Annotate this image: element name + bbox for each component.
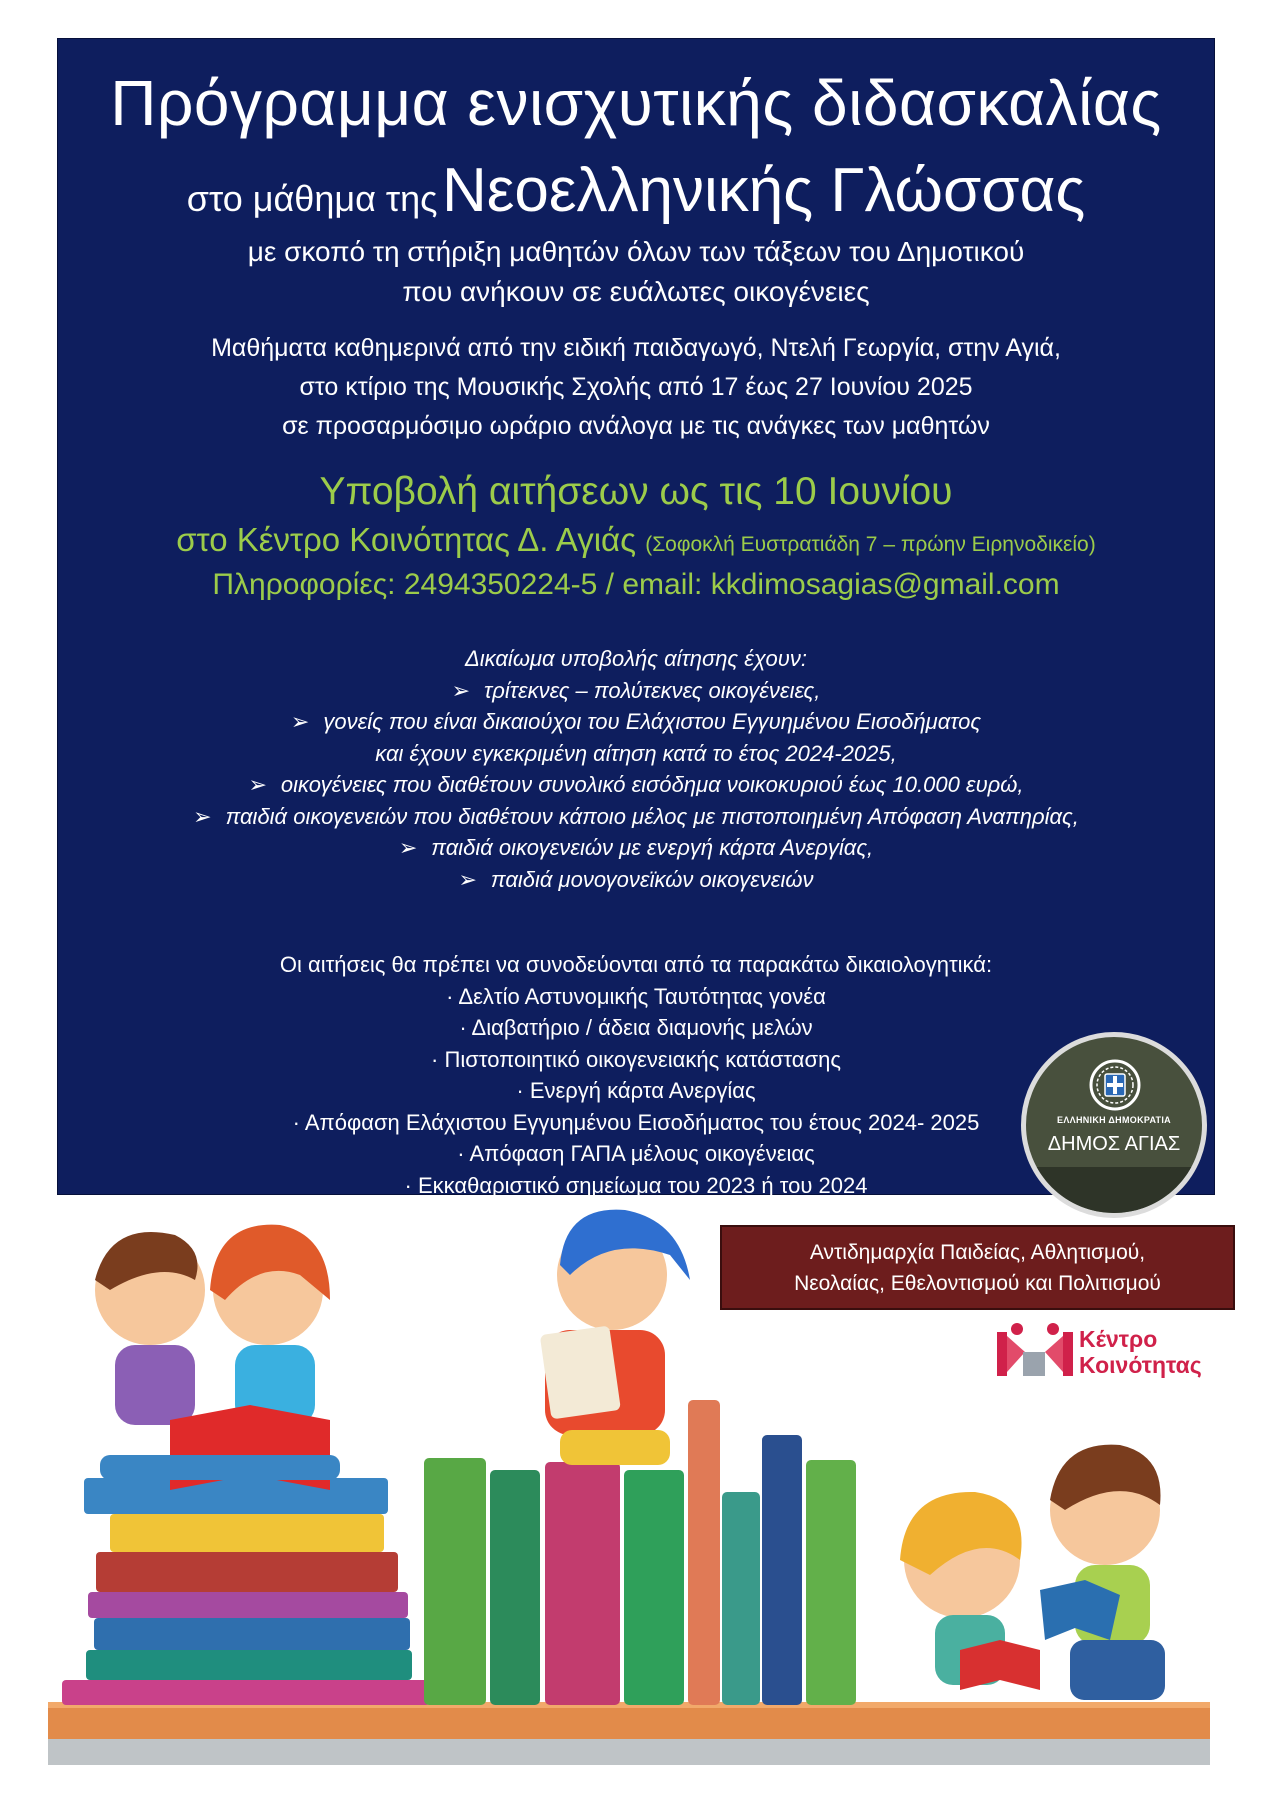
purpose-line-1: με σκοπό τη στήριξη μαθητών όλων των τάξεων του Δημοτικού: [247, 236, 1025, 267]
standing-book: [722, 1492, 760, 1705]
schedule-line-2: στο κτίριο της Μουσικής Σχολής από 17 έως 27 Ιουνίου 2025: [299, 373, 973, 401]
standing-book: [490, 1470, 540, 1705]
standing-book: [688, 1400, 720, 1705]
poster-title: Πρόγραμμα ενισχυτικής διδασκαλίας: [110, 67, 1162, 139]
arrow-bullet-icon: ➢: [290, 709, 310, 734]
documents-heading: Οι αιτήσεις θα πρέπει να συνοδεύονται από τα παρακάτω δικαιολογητικά:: [279, 952, 993, 977]
eligibility-item: ➢ τρίτεκνες – πολύτεκνες οικογένειες,: [451, 677, 821, 703]
greek-emblem-icon: [1089, 1059, 1141, 1111]
arrow-bullet-icon: ➢: [398, 835, 418, 860]
children-legs: [100, 1455, 340, 1480]
reading-boy-pants: [1070, 1640, 1165, 1700]
stacked-book: [96, 1552, 398, 1592]
document-item: · Διαβατήριο / άδεια διαμονής μελών: [459, 1015, 813, 1040]
application-address: (Σοφοκλή Ευστρατιάδη 7 – πρώην Ειρηνοδικείο): [645, 533, 1096, 556]
purpose-line-2: που ανήκουν σε ευάλωτες οικογένειες: [402, 276, 870, 307]
arrow-bullet-icon: ➢: [248, 772, 267, 797]
stacked-book: [110, 1514, 384, 1552]
arrow-bullet-icon: ➢: [458, 866, 477, 892]
shelf-base: [48, 1739, 1210, 1765]
arrow-bullet-icon: ➢: [193, 803, 212, 829]
stacked-book: [88, 1592, 408, 1618]
info-panel: [57, 38, 1215, 1198]
stacked-book: [94, 1618, 410, 1650]
eligibility-item: ➢ παιδιά οικογενειών με ενεργή κάρτα Ανεργίας,: [398, 835, 874, 860]
boy-shirt: [115, 1345, 195, 1425]
schedule-line-3: σε προσαρμόσιμο ωράριο ανάλογα με τις ανάγκες των μαθητών: [282, 412, 990, 440]
document-item: · Εκκαθαριστικό σημείωμα του 2023 ή του 2024: [404, 1172, 868, 1198]
eligibility-item: ➢ παιδιά οικογενειών που διαθέτουν κάποιο μέλος με πιστοποιημένη Απόφαση Αναπηρίας,: [193, 803, 1079, 829]
red-book: [960, 1640, 1040, 1690]
cap-boy-shorts: [560, 1430, 670, 1465]
standing-book: [424, 1458, 486, 1705]
document-item: · Απόφαση Ελάχιστου Εγγυημένου Εισοδήματος του έτους 2024- 2025: [292, 1109, 980, 1135]
children-books-illustration: [0, 1195, 1273, 1800]
contact-info: Πληροφορίες: 2494350224-5 / email: kkdimosagias@gmail.com: [212, 568, 1060, 601]
community-center-name: Κέντρο Κοινότητας: [1079, 1326, 1202, 1378]
document-item: · Ενεργή κάρτα Ανεργίας: [516, 1078, 756, 1103]
eligibility-item: ➢ παιδιά μονογονεϊκών οικογενειών: [458, 866, 814, 892]
eligibility-item-continuation: και έχουν εγκεκριμένη αίτηση κατά το έτος 2024-2025,: [375, 740, 897, 766]
application-deadline: Υποβολή αιτήσεων ως τις 10 Ιουνίου: [319, 470, 953, 513]
stacked-book: [62, 1680, 430, 1705]
department-line-2: Νεολαίας, Εθελοντισμού και Πολιτισμού: [794, 1272, 1161, 1295]
arrow-bullet-icon: ➢: [451, 677, 471, 703]
eligibility-section: [58, 643, 1214, 895]
shelf-plank: [48, 1705, 1210, 1739]
eligibility-item: ➢ οικογένειες που διαθέτουν συνολικό εισόδημα νοικοκυριού έως 10.000 ευρώ,: [248, 772, 1024, 797]
standing-book: [545, 1462, 620, 1705]
standing-book: [806, 1460, 856, 1705]
department-line-1: Αντιδημαρχία Παιδείας, Αθλητισμού,: [809, 1241, 1146, 1264]
schedule-text: [58, 329, 1214, 446]
schedule-line-1: Μαθήματα καθημερινά από την ειδική παιδαγωγό, Ντελή Γεωργία, στην Αγιά,: [211, 334, 1061, 362]
subtitle-prefix: στο μάθημα της: [186, 178, 438, 219]
purpose-text: [58, 232, 1214, 312]
subtitle-main: Νεοελληνικής Γλώσσας: [441, 156, 1086, 225]
document-item: · Πιστοποιητικό οικογενειακής κατάστασης: [431, 1046, 841, 1072]
document-item: · Απόφαση ΓΑΠΑ μέλους οικογένειας: [457, 1141, 815, 1166]
municipality-seal: [1021, 1032, 1207, 1218]
eligibility-heading: Δικαίωμα υποβολής αίτησης έχουν:: [465, 646, 807, 671]
standing-book: [624, 1470, 684, 1705]
stacked-book: [84, 1478, 388, 1514]
document-item: · Δελτίο Αστυνομικής Ταυτότητας γονέα: [446, 983, 826, 1009]
stacked-book: [86, 1650, 412, 1680]
standing-book: [762, 1435, 802, 1705]
seal-municipality-name: ΔΗΜΟΣ ΑΓΙΑΣ: [1047, 1133, 1181, 1155]
application-place-name: στο Κέντρο Κοινότητας Δ. Αγιάς: [176, 521, 637, 558]
seal-republic-text: ΕΛΛΗΝΙΚΗ ΔΗΜΟΚΡΑΤΙΑ: [1057, 1115, 1171, 1125]
eligibility-item: ➢ γονείς που είναι δικαιούχοι του Ελάχιστου Εγγυημένου Εισοδήματος: [290, 709, 982, 734]
paper-scroll: [540, 1326, 621, 1420]
